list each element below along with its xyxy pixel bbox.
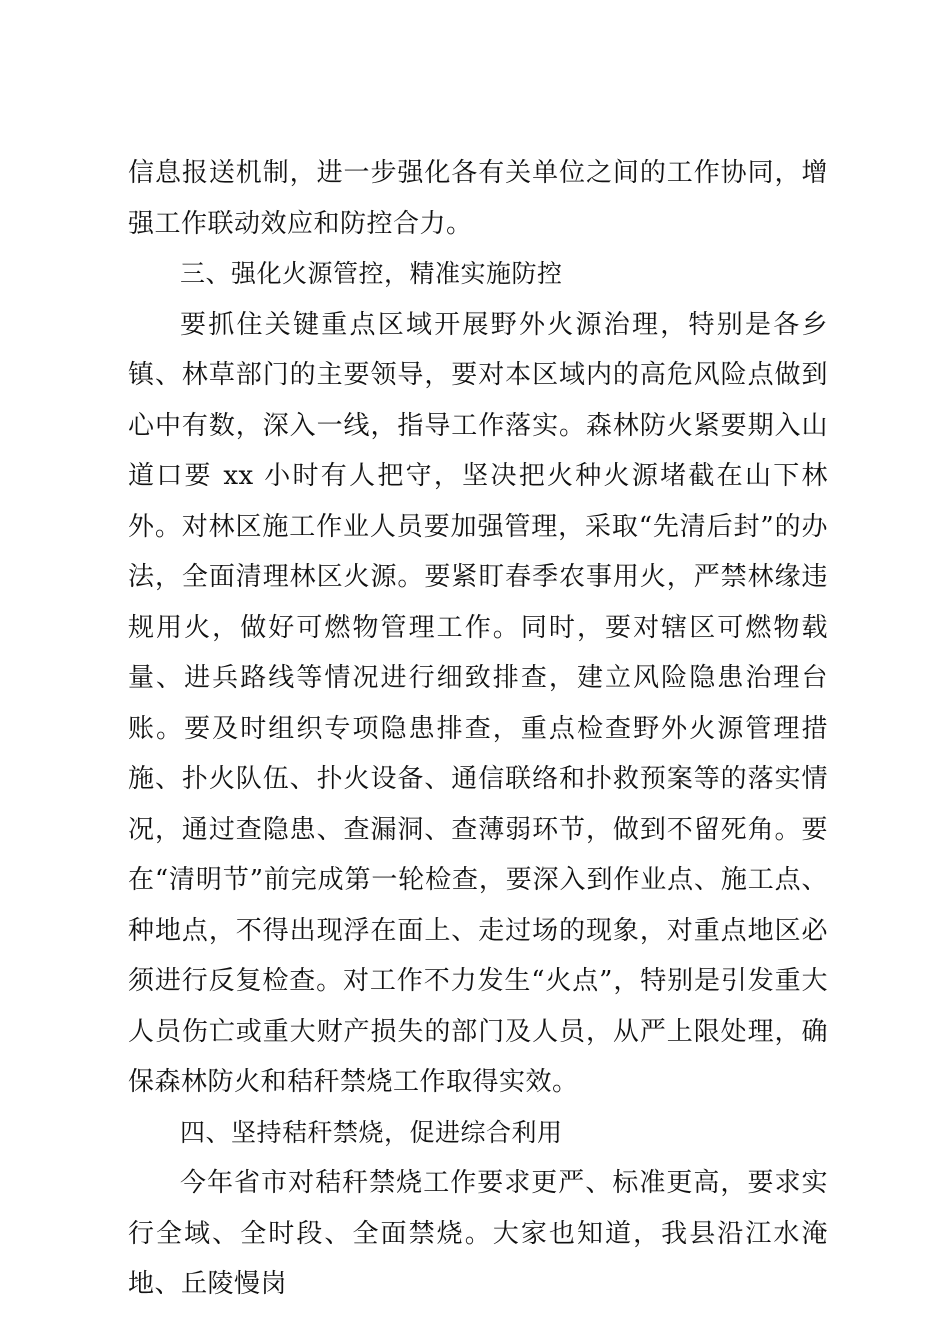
- document-body: [128, 148, 828, 1310]
- paragraph-continued: 信息报送机制，进一步强化各有关单位之间的工作协同，增强工作联动效应和防控合力。: [128, 158, 828, 239]
- section-heading-4: 四、坚持秸秆禁烧，促进综合利用: [180, 1117, 563, 1147]
- paragraph-straw-burning: 今年省市对秸秆禁烧工作要求更严、标准更高，要求实行全域、全时段、全面禁烧。大家也知道，我县沿江水淹地、丘陵慢岗: [128, 1168, 828, 1299]
- paragraph-fire-source-control: 要抓住关键重点区域开展野外火源治理，特别是各乡镇、林草部门的主要领导，要对本区域内的高危风险点做到心中有数，深入一线，指导工作落实。森林防火紧要期入山道口要 xx 小时有人把守，坚决把火种火源堵截在山下林外。对林区施工作业人员要加强管理，采取“先清后封”的办法，全面清理林区火源。要紧盯春季农事用火，严禁林缘违规用火，做好可燃物管理工作。同时，要对辖区可燃物载量、进兵路线等情况进行细致排查，建立风险隐患治理台账。要及时组织专项隐患排查，重点检查野外火源管理措施、扑火队伍、扑火设备、通信联络和扑救预案等的落实情况，通过查隐患、查漏洞、查薄弱环节，做到不留死角。要在“清明节”前完成第一轮检查，要深入到作业点、施工点、种地点，不得出现浮在面上、走过场的现象，对重点地区必须进行反复检查。对工作不力发生“火点”，特别是引发重大人员伤亡或重大财产损失的部门及人员，从严上限处理，确保森林防火和秸秆禁烧工作取得实效。: [128, 309, 828, 1097]
- section-heading-3: 三、强化火源管控，精准实施防控: [180, 259, 563, 288]
